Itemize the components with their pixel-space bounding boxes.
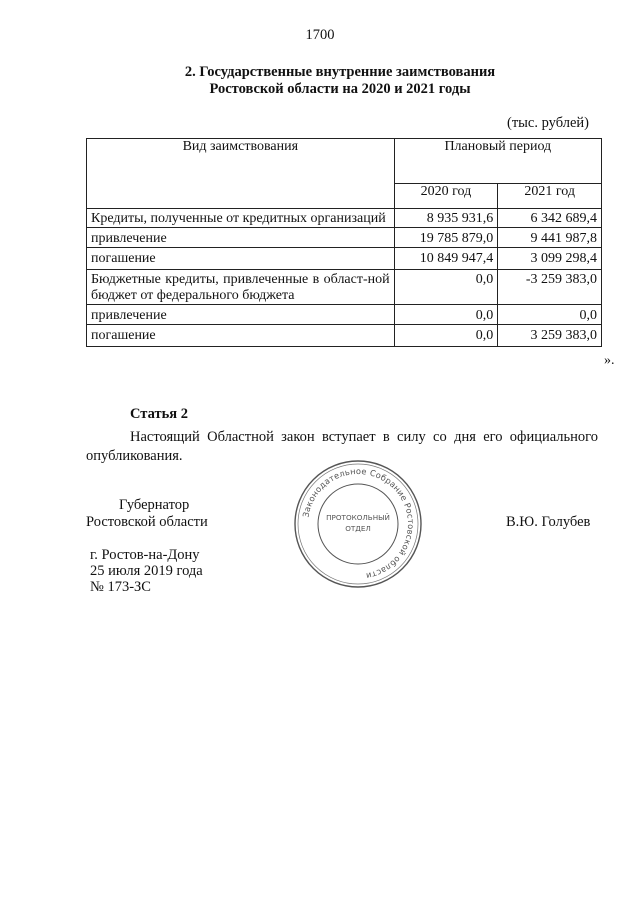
row-label: Кредиты, полученные от кредитных организаций	[87, 209, 395, 228]
table-row	[87, 305, 602, 325]
row-label: привлечение	[87, 305, 395, 325]
units-note: (тыс. рублей)	[507, 115, 589, 131]
section-heading	[0, 64, 640, 98]
place-date-block	[90, 547, 203, 595]
row-label: погашение	[87, 248, 395, 270]
table-row	[87, 270, 602, 305]
table-row	[87, 248, 602, 270]
section-heading-line2: Ростовской области на 2020 и 2021 годы	[209, 81, 471, 97]
stamp-ring-text: Законодательное Собрание Ростовской области	[300, 465, 417, 582]
signer-name: В.Ю. Голубев	[506, 514, 591, 530]
row-value-2021: 3 099 298,4	[498, 248, 602, 270]
row-value-2020: 10 849 947,4	[394, 248, 498, 270]
row-value-2020: 0,0	[394, 305, 498, 325]
row-value-2021: 6 342 689,4	[498, 209, 602, 228]
place: г. Ростов-на-Дону	[90, 547, 200, 563]
date: 25 июля 2019 года	[90, 563, 203, 579]
row-value-2020: 0,0	[394, 270, 498, 305]
page-number: 1700	[305, 27, 335, 43]
table-row	[87, 228, 602, 248]
row-value-2021: 0,0	[498, 305, 602, 325]
col-header-period: Плановый период	[394, 139, 601, 184]
closing-quote: ».	[604, 353, 615, 368]
signer-position-line1: Губернатор	[119, 497, 190, 513]
stamp-center-line2: ОТДЕЛ	[345, 524, 371, 533]
row-label: погашение	[87, 325, 395, 347]
signer-position-line2: Ростовской области	[86, 514, 208, 530]
table-row	[87, 325, 602, 347]
row-value-2020: 0,0	[394, 325, 498, 347]
row-value-2020: 19 785 879,0	[394, 228, 498, 248]
col-header-2021: 2021 год	[498, 184, 602, 209]
borrowing-table	[86, 138, 602, 347]
row-value-2021: 9 441 987,8	[498, 228, 602, 248]
article-title: Статья 2	[130, 406, 188, 422]
row-value-2021: -3 259 383,0	[498, 270, 602, 305]
official-stamp	[292, 458, 424, 590]
row-label: привлечение	[87, 228, 395, 248]
section-heading-line1: 2. Государственные внутренние заимствования	[184, 64, 496, 80]
row-label: Бюджетные кредиты, привлеченные в област-ной бюджет от федерального бюджета	[87, 270, 395, 305]
stamp-center-line1: ПРОТОКОЛЬНЫЙ	[326, 513, 390, 522]
col-header-2020: 2020 год	[394, 184, 498, 209]
signer-position	[86, 497, 208, 531]
row-value-2020: 8 935 931,6	[394, 209, 498, 228]
row-value-2021: 3 259 383,0	[498, 325, 602, 347]
col-header-type: Вид заимствования	[87, 139, 395, 209]
table-row	[87, 209, 602, 228]
law-number: № 173-ЗС	[90, 579, 151, 595]
article-body: Настоящий Областной закон вступает в силу со дня его официального опубликования.	[86, 429, 598, 464]
